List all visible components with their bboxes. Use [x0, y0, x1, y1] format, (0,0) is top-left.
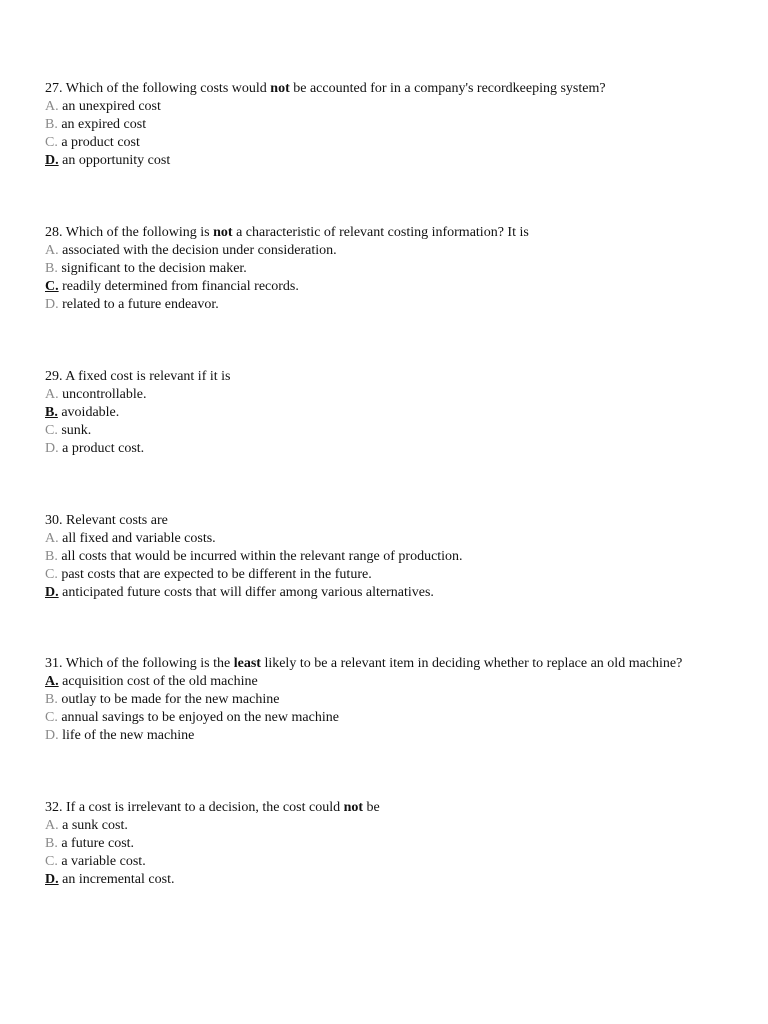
stem-text: be accounted for in a company's recordkeeping system?	[293, 81, 606, 96]
option-d	[45, 584, 745, 602]
stem-text: Which of the following costs would	[65, 81, 267, 96]
option-text: a product cost.	[62, 441, 145, 456]
option-d	[45, 296, 745, 314]
option-a	[45, 98, 745, 116]
stem-text: Which of the following is	[65, 225, 210, 240]
option-letter: B.	[45, 549, 58, 564]
question-number: 32.	[45, 800, 63, 815]
stem-text: If a cost is irrelevant to a decision, the cost could	[66, 800, 341, 815]
option-a	[45, 530, 745, 548]
option-letter: C.	[45, 567, 58, 582]
option-letter: A.	[45, 531, 59, 546]
option-b	[45, 691, 745, 709]
question-stem	[45, 512, 745, 530]
option-d	[45, 152, 745, 170]
option-d	[45, 871, 745, 889]
option-letter: D.	[45, 872, 59, 887]
option-letter: D.	[45, 153, 59, 168]
question-29	[45, 368, 745, 458]
option-text: an opportunity cost	[62, 153, 171, 168]
question-stem	[45, 80, 745, 98]
option-text: a product cost	[61, 135, 140, 150]
option-text: a variable cost.	[61, 854, 146, 869]
option-b	[45, 404, 745, 422]
option-text: an unexpired cost	[62, 99, 161, 114]
option-text: all fixed and variable costs.	[62, 531, 216, 546]
option-text: all costs that would be incurred within the relevant range of production.	[61, 549, 463, 564]
option-letter: D.	[45, 728, 59, 743]
question-28	[45, 224, 745, 314]
question-number: 31.	[45, 656, 63, 671]
option-b	[45, 835, 745, 853]
stem-emphasis: not	[213, 225, 233, 240]
stem-text: A fixed cost is relevant if it is	[65, 369, 231, 384]
option-d	[45, 727, 745, 745]
option-letter: A.	[45, 818, 59, 833]
question-32	[45, 799, 745, 889]
option-text: sunk.	[61, 423, 92, 438]
option-letter: C.	[45, 279, 59, 294]
option-text: past costs that are expected to be different in the future.	[61, 567, 372, 582]
option-text: annual savings to be enjoyed on the new machine	[61, 710, 339, 725]
question-stem	[45, 368, 745, 386]
stem-emphasis: not	[270, 81, 290, 96]
option-c	[45, 566, 745, 584]
option-text: an expired cost	[61, 117, 147, 132]
option-text: readily determined from financial records.	[62, 279, 299, 294]
option-text: an incremental cost.	[62, 872, 175, 887]
option-d	[45, 440, 745, 458]
stem-text: Relevant costs are	[66, 513, 168, 528]
option-c	[45, 422, 745, 440]
option-text: significant to the decision maker.	[61, 261, 247, 276]
option-letter: B.	[45, 692, 58, 707]
question-30	[45, 512, 745, 602]
question-number: 30.	[45, 513, 63, 528]
option-text: associated with the decision under consideration.	[62, 243, 337, 258]
option-text: related to a future endeavor.	[62, 297, 219, 312]
option-c	[45, 853, 745, 871]
option-letter: D.	[45, 585, 59, 600]
stem-text: a characteristic of relevant costing information? It is	[236, 225, 529, 240]
option-letter: A.	[45, 674, 59, 689]
option-text: outlay to be made for the new machine	[61, 692, 280, 707]
option-text: life of the new machine	[62, 728, 195, 743]
question-number: 27.	[45, 81, 63, 96]
stem-emphasis: least	[233, 656, 261, 671]
option-letter: B.	[45, 836, 58, 851]
question-27	[45, 80, 745, 170]
option-letter: A.	[45, 99, 59, 114]
option-letter: C.	[45, 854, 58, 869]
question-stem	[45, 224, 745, 242]
option-c	[45, 278, 745, 296]
option-letter: A.	[45, 387, 59, 402]
stem-text: likely to be a relevant item in deciding whether to replace an old machine?	[264, 656, 683, 671]
option-letter: B.	[45, 405, 58, 420]
option-a	[45, 386, 745, 404]
option-a	[45, 817, 745, 835]
question-number: 28.	[45, 225, 63, 240]
question-number: 29.	[45, 369, 63, 384]
option-text: uncontrollable.	[62, 387, 147, 402]
option-text: anticipated future costs that will differ among various alternatives.	[62, 585, 434, 600]
option-text: a sunk cost.	[62, 818, 128, 833]
option-c	[45, 134, 745, 152]
option-letter: A.	[45, 243, 59, 258]
question-stem	[45, 655, 745, 673]
option-text: avoidable.	[61, 405, 120, 420]
option-b	[45, 116, 745, 134]
stem-text: be	[366, 800, 380, 815]
stem-emphasis: not	[343, 800, 364, 815]
option-letter: D.	[45, 441, 59, 456]
option-letter: C.	[45, 710, 58, 725]
option-a	[45, 242, 745, 260]
option-c	[45, 709, 745, 727]
option-text: a future cost.	[61, 836, 135, 851]
option-letter: B.	[45, 261, 58, 276]
option-letter: C.	[45, 135, 58, 150]
option-b	[45, 548, 745, 566]
stem-text: Which of the following is the	[65, 656, 231, 671]
option-text: acquisition cost of the old machine	[62, 674, 258, 689]
question-stem	[45, 799, 745, 817]
option-b	[45, 260, 745, 278]
option-letter: C.	[45, 423, 58, 438]
option-letter: D.	[45, 297, 59, 312]
question-31	[45, 655, 745, 745]
option-a	[45, 673, 745, 691]
option-letter: B.	[45, 117, 58, 132]
